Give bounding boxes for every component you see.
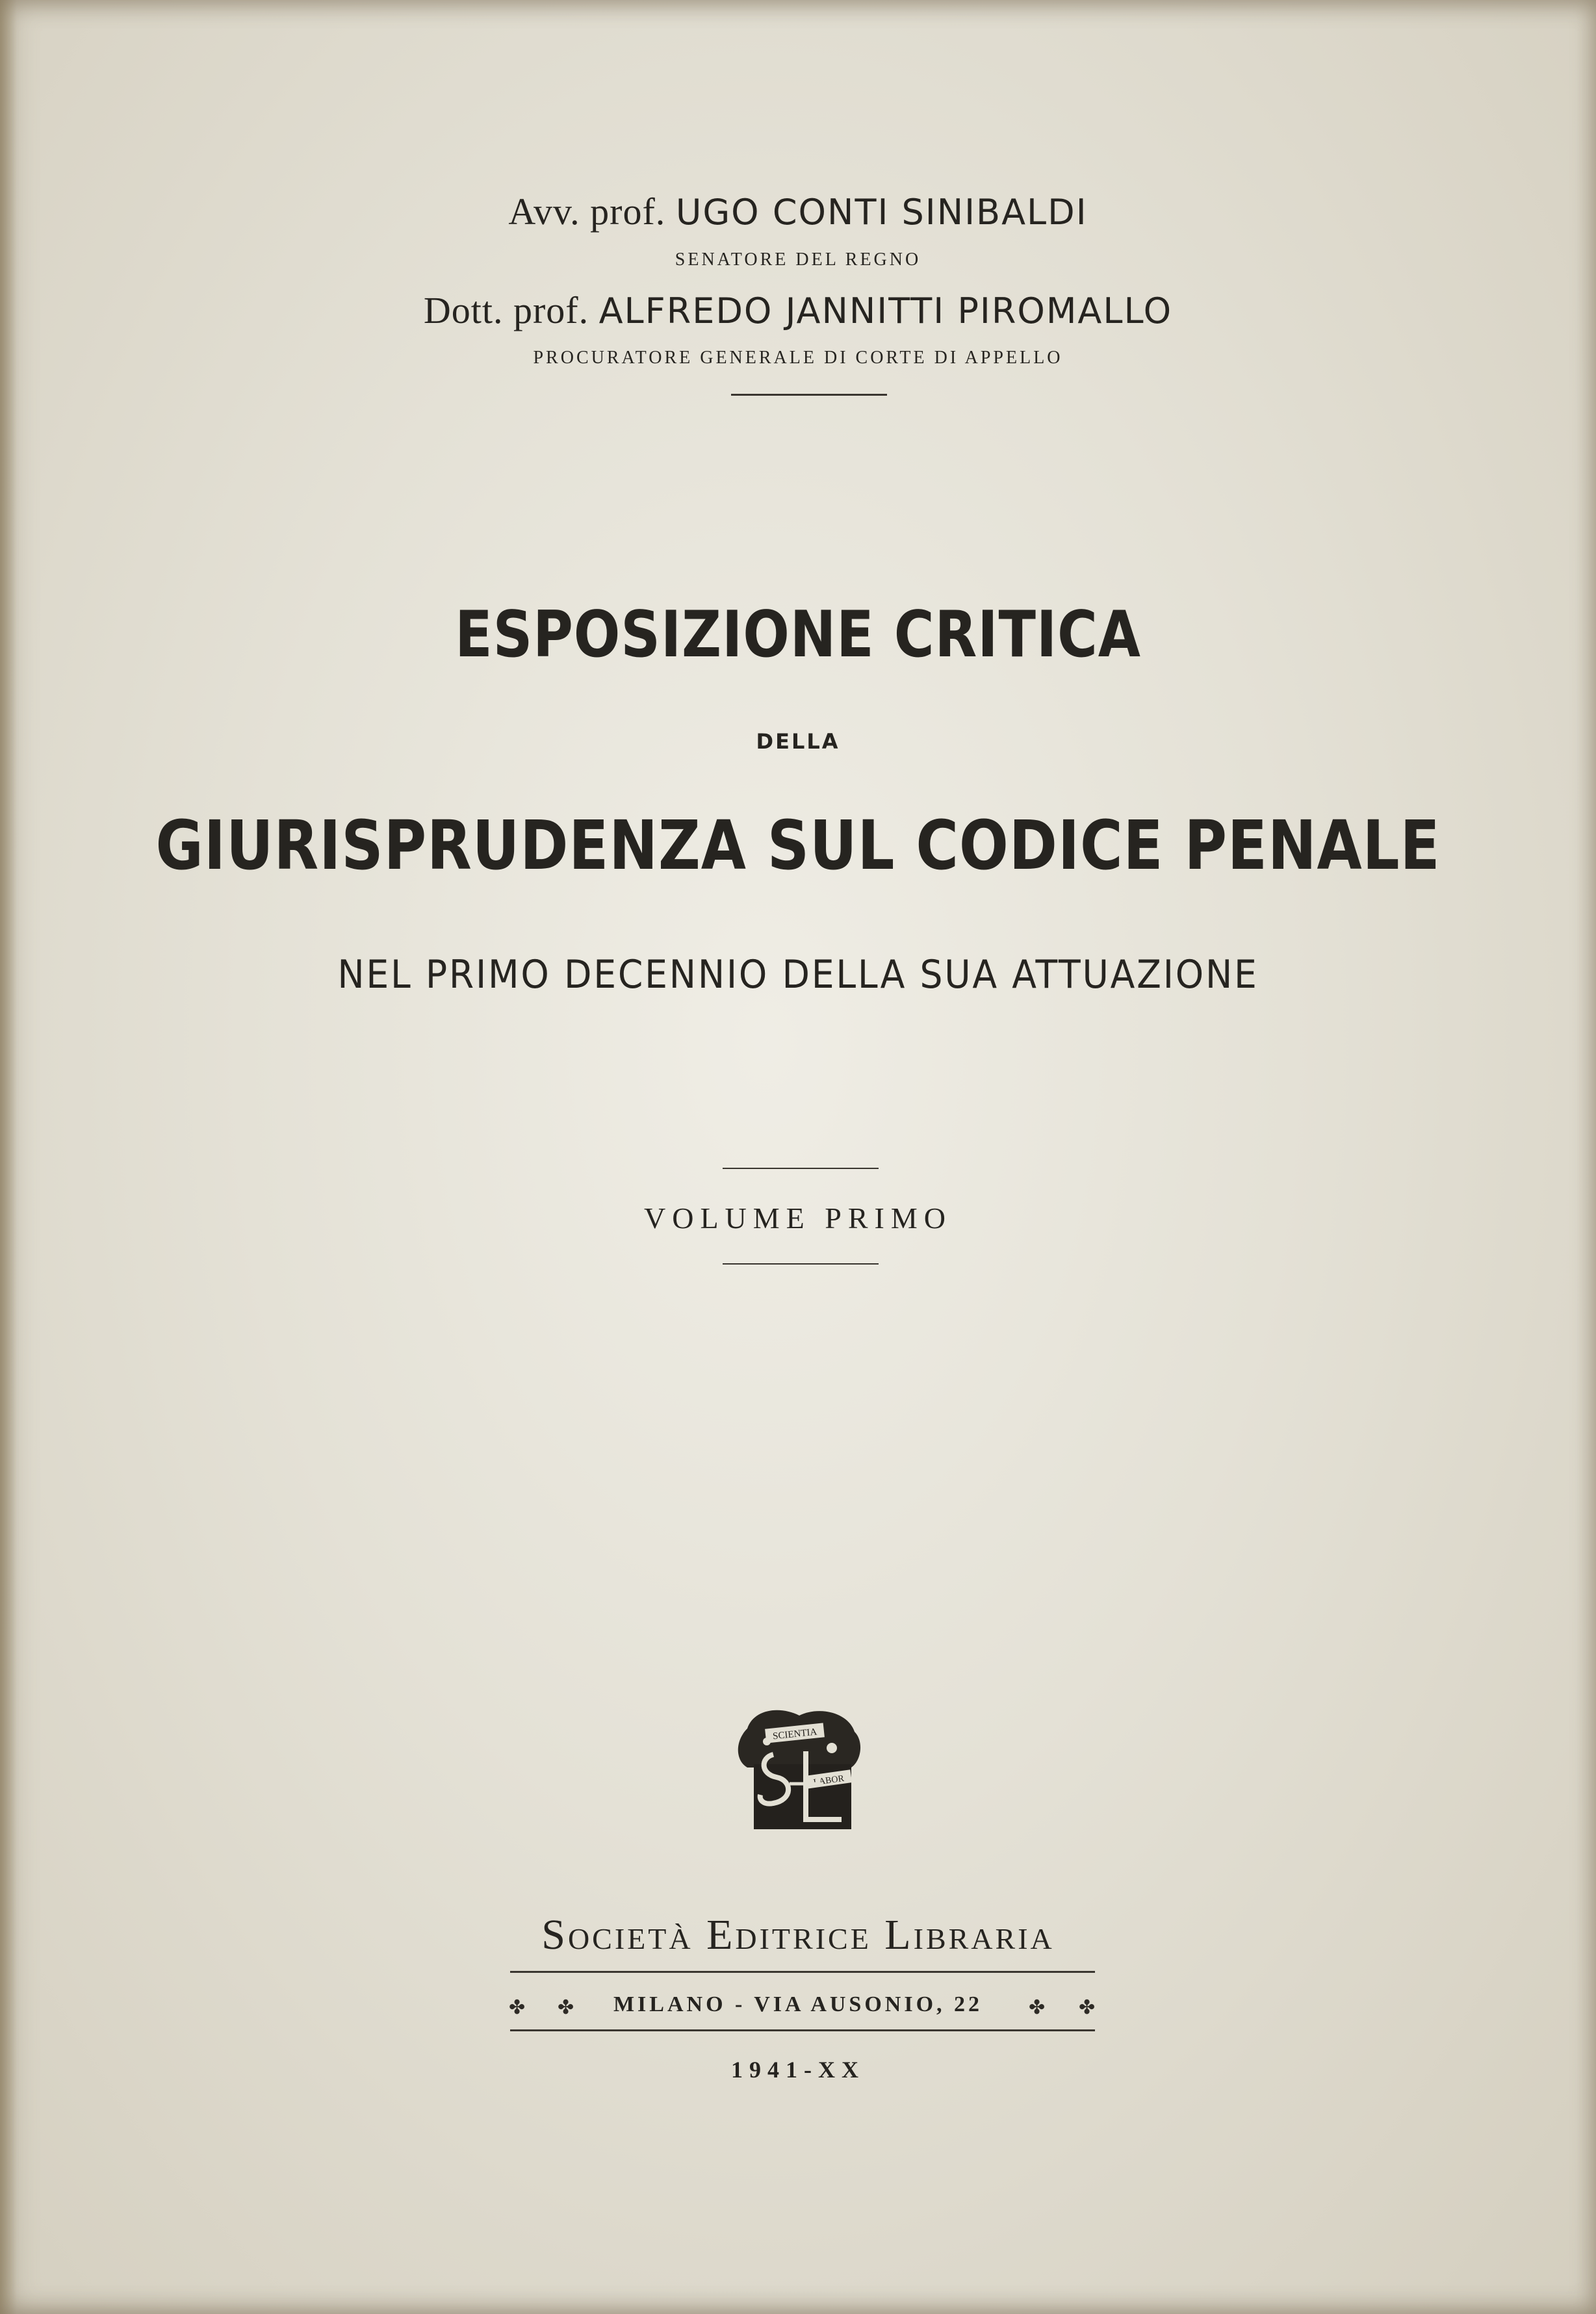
publisher-name: Società Editrice Libraria xyxy=(541,1911,1055,1959)
emblem-motto-bottom: LABOR xyxy=(812,1773,845,1788)
volume-rule-top xyxy=(723,1168,879,1169)
title-line-2: GIURISPRUDENZA SUL CODICE PENALE xyxy=(155,806,1441,885)
author-2-line xyxy=(0,289,1596,332)
title-line-3: NEL PRIMO DECENNIO DELLA SUA ATTUAZIONE xyxy=(337,952,1259,997)
author-1-name: UGO CONTI SINIBALDI xyxy=(675,192,1088,233)
header-rule xyxy=(731,394,887,396)
volume-label: VOLUME PRIMO xyxy=(644,1202,952,1235)
author-2-prefix: Dott. prof. xyxy=(423,289,589,331)
ornament-icon: ✤ xyxy=(1079,1997,1096,2018)
author-1-line xyxy=(0,190,1596,233)
title-line-1: ESPOSIZIONE CRITICA xyxy=(455,598,1141,672)
author-1-role: SENATORE DEL REGNO xyxy=(675,250,921,270)
author-2-name: ALFREDO JANNITTI PIROMALLO xyxy=(598,290,1173,331)
publisher-rule-top xyxy=(510,1971,1095,1973)
author-2-role: PROCURATORE GENERALE DI CORTE DI APPELLO xyxy=(533,348,1063,368)
publisher-rule-bottom xyxy=(510,2029,1095,2031)
publisher-emblem-icon xyxy=(728,1703,871,1832)
ornament-icon: ✤ xyxy=(558,1997,574,2018)
publication-year: 1941-XX xyxy=(731,2057,865,2083)
title-connector: DELLA xyxy=(756,729,840,754)
ornament-icon: ✤ xyxy=(1029,1997,1046,2018)
ornament-icon: ✤ xyxy=(509,1997,526,2018)
author-1-prefix: Avv. prof. xyxy=(508,190,666,233)
volume-rule-bottom xyxy=(723,1263,879,1265)
publisher-address: MILANO - VIA AUSONIO, 22 xyxy=(613,1992,983,2016)
emblem-motto-top: SCIENTIA xyxy=(772,1727,818,1742)
